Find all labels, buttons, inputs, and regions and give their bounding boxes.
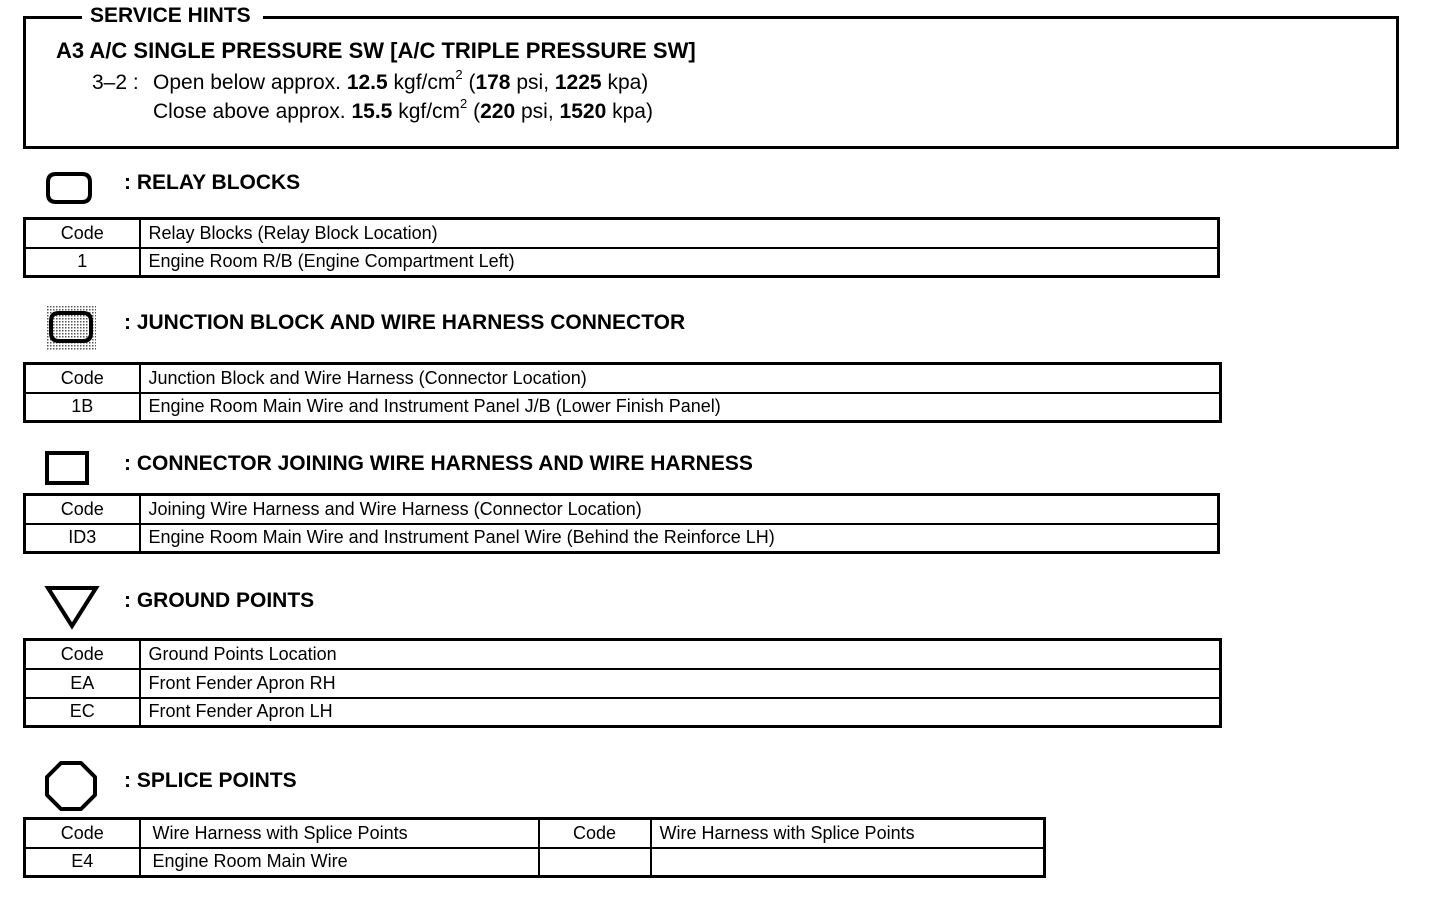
rectangle-icon [44,450,90,486]
junction-block-title: : JUNCTION BLOCK AND WIRE HARNESS CONNECTOR [124,311,686,334]
header-wire-harness: Wire Harness with Splice Points [140,819,539,848]
header-code: Code [25,640,140,669]
ground-points-title: : GROUND POINTS [124,589,315,612]
table-header-row [25,495,1219,524]
octagon-icon [44,760,98,812]
header-location: Ground Points Location [140,640,1221,669]
table-header-row [25,640,1221,669]
table-header-row [25,364,1221,393]
connector-title: : CONNECTOR JOINING WIRE HARNESS AND WIRE HARNESS [124,452,753,475]
row-location: Engine Room Main Wire and Instrument Panel J/B (Lower Finish Panel) [140,393,1221,422]
row-code-2 [539,848,651,877]
row-location: Engine Room R/B (Engine Compartment Left) [140,248,1219,277]
row-code: EA [25,669,140,698]
header-location: Junction Block and Wire Harness (Connector Location) [140,364,1221,393]
header-code: Code [25,819,140,848]
header-code: Code [25,364,140,393]
row-code: EC [25,698,140,727]
row-code: 1B [25,393,140,422]
row-location: Engine Room Main Wire and Instrument Panel Wire (Behind the Reinforce LH) [140,524,1219,553]
hint-line-label: 3–2 : [92,71,139,94]
table-row [25,393,1221,422]
row-code: ID3 [25,524,140,553]
header-code: Code [25,495,140,524]
row-location: Front Fender Apron LH [140,698,1221,727]
service-hints-title: SERVICE HINTS [82,3,263,29]
junction-block-table [23,362,1222,423]
table-row [25,524,1219,553]
service-hints-subtitle: A3 A/C SINGLE PRESSURE SW [A/C TRIPLE PRESSURE SW] [56,38,696,63]
header-code-2: Code [539,819,651,848]
header-location: Joining Wire Harness and Wire Harness (Connector Location) [140,495,1219,524]
row-code: E4 [25,848,140,877]
header-code: Code [25,219,140,248]
relay-blocks-table [23,217,1220,278]
hint-line-open: 3–2 : Open below approx. 12.5 kgf/$cm^2$ (178 psi, 1225 kpa) [92,67,649,94]
hint-line-close: Close above approx. 15.5 kgf/$cm^2$ (220 psi, 1520 kpa) [153,96,653,123]
table-row [25,248,1219,277]
row-code: 1 [25,248,140,277]
row-wire-harness: Engine Room Main Wire [140,848,539,877]
table-header-row [25,219,1219,248]
rounded-rectangle-icon [44,170,94,206]
connector-table [23,493,1220,554]
table-header-row [25,819,1045,848]
inverted-triangle-icon [44,584,100,630]
header-location: Relay Blocks (Relay Block Location) [140,219,1219,248]
relay-blocks-title: : RELAY BLOCKS [124,171,301,194]
table-row [25,669,1221,698]
table-row [25,698,1221,727]
shaded-rounded-rectangle-icon [44,303,98,353]
splice-points-table [23,817,1046,878]
ground-points-table [23,638,1222,728]
splice-points-title: : SPLICE POINTS [124,769,297,792]
row-wire-harness-2 [651,848,1045,877]
row-location: Front Fender Apron RH [140,669,1221,698]
header-wire-harness-2: Wire Harness with Splice Points [651,819,1045,848]
table-row [25,848,1045,877]
